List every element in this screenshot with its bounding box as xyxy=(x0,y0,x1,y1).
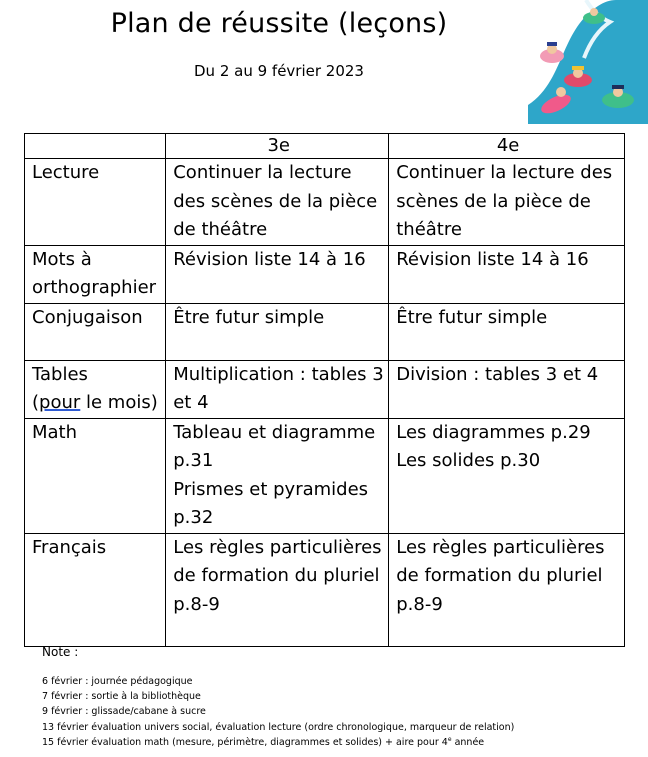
header-cell-grade4: 4e xyxy=(389,134,625,159)
header-cell-empty xyxy=(25,134,166,159)
grade4-text: Les règles particulières de formation du pluriel p.8-9 xyxy=(396,536,605,615)
subject-cell xyxy=(25,303,166,360)
grade3-cell xyxy=(166,245,389,303)
subject-label: Lecture xyxy=(32,162,100,183)
table-header-row xyxy=(25,134,625,159)
grade3-text: Être futur simple xyxy=(173,306,325,328)
grade3-text: Prismes et pyramides p.32 xyxy=(173,478,369,528)
table-row xyxy=(25,159,625,246)
note-text: 15 février évaluation math (mesure, périmètre, diagrammes et solides) + aire pour 4 xyxy=(42,736,448,748)
grade4-text: Être futur simple xyxy=(396,306,548,328)
grade4-text: Les solides p.30 xyxy=(396,450,541,471)
header-cell-grade3: 3e xyxy=(166,134,389,159)
grade3-text: Les règles particulières de formation du pluriel p.8-9 xyxy=(173,536,382,615)
grade4-text: Division : tables 3 et 4 xyxy=(396,363,599,385)
subject-label: Tables xyxy=(32,363,88,385)
grade3-cell xyxy=(166,303,389,360)
subject-label: Math xyxy=(32,421,78,443)
note-text-end: année xyxy=(454,736,485,748)
grade4-cell xyxy=(389,159,625,246)
sledding-illustration xyxy=(528,0,648,124)
note-item: 7 février : sortie à la bibliothèque xyxy=(42,691,201,703)
subject-label: Français xyxy=(32,536,107,558)
note-item xyxy=(42,735,514,750)
grade3-text: Continuer la lecture des scènes de la pièce de théâtre xyxy=(173,162,378,240)
grade4-cell xyxy=(389,418,625,533)
spellcheck-underlined-word: pour xyxy=(39,392,81,413)
grade3-cell xyxy=(166,159,389,246)
grade4-text: Les diagrammes p.29 xyxy=(396,421,591,443)
lesson-plan-table xyxy=(24,133,625,647)
grade3-text: Tableau et diagramme p.31 xyxy=(173,421,376,471)
grade4-cell xyxy=(389,245,625,303)
table-row xyxy=(25,533,625,646)
date-range: Du 2 au 9 février 2023 xyxy=(194,62,364,80)
grade3-cell xyxy=(166,360,389,418)
grade3-text: Révision liste 14 à 16 xyxy=(173,248,366,270)
subject-cell xyxy=(25,360,166,418)
note-item: 13 février évaluation univers social, évaluation lecture (ordre chronologique, marqueur de relation) xyxy=(42,721,515,733)
subject-cell xyxy=(25,418,166,533)
subject-cell xyxy=(25,533,166,646)
grade4-cell xyxy=(389,360,625,418)
table-row xyxy=(25,245,625,303)
note-item: 9 février : glissade/cabane à sucre xyxy=(42,706,206,718)
table-row xyxy=(25,360,625,418)
grade3-cell xyxy=(166,533,389,646)
subject-sublabel: (pour le mois) xyxy=(32,392,158,413)
grade4-text: Révision liste 14 à 16 xyxy=(396,248,589,270)
subject-cell xyxy=(25,245,166,303)
grade3-text: Multiplication : tables 3 et 4 xyxy=(173,363,384,413)
grade3-cell xyxy=(166,418,389,533)
grade4-text: Continuer la lecture des scènes de la pièce de théâtre xyxy=(396,162,613,240)
subject-cell xyxy=(25,159,166,246)
notes-label: Note : xyxy=(42,645,79,659)
subject-label: Mots à orthographier xyxy=(32,248,157,298)
subject-label: Conjugaison xyxy=(32,306,143,328)
note-item: 6 février : journée pédagogique xyxy=(42,676,193,687)
note-superscript: e xyxy=(447,735,452,743)
table-row xyxy=(25,418,625,533)
grade4-cell xyxy=(389,303,625,360)
grade4-cell xyxy=(389,533,625,646)
notes-list xyxy=(42,674,514,750)
page-title: Plan de réussite (leçons) xyxy=(110,8,448,39)
table-row xyxy=(25,303,625,360)
